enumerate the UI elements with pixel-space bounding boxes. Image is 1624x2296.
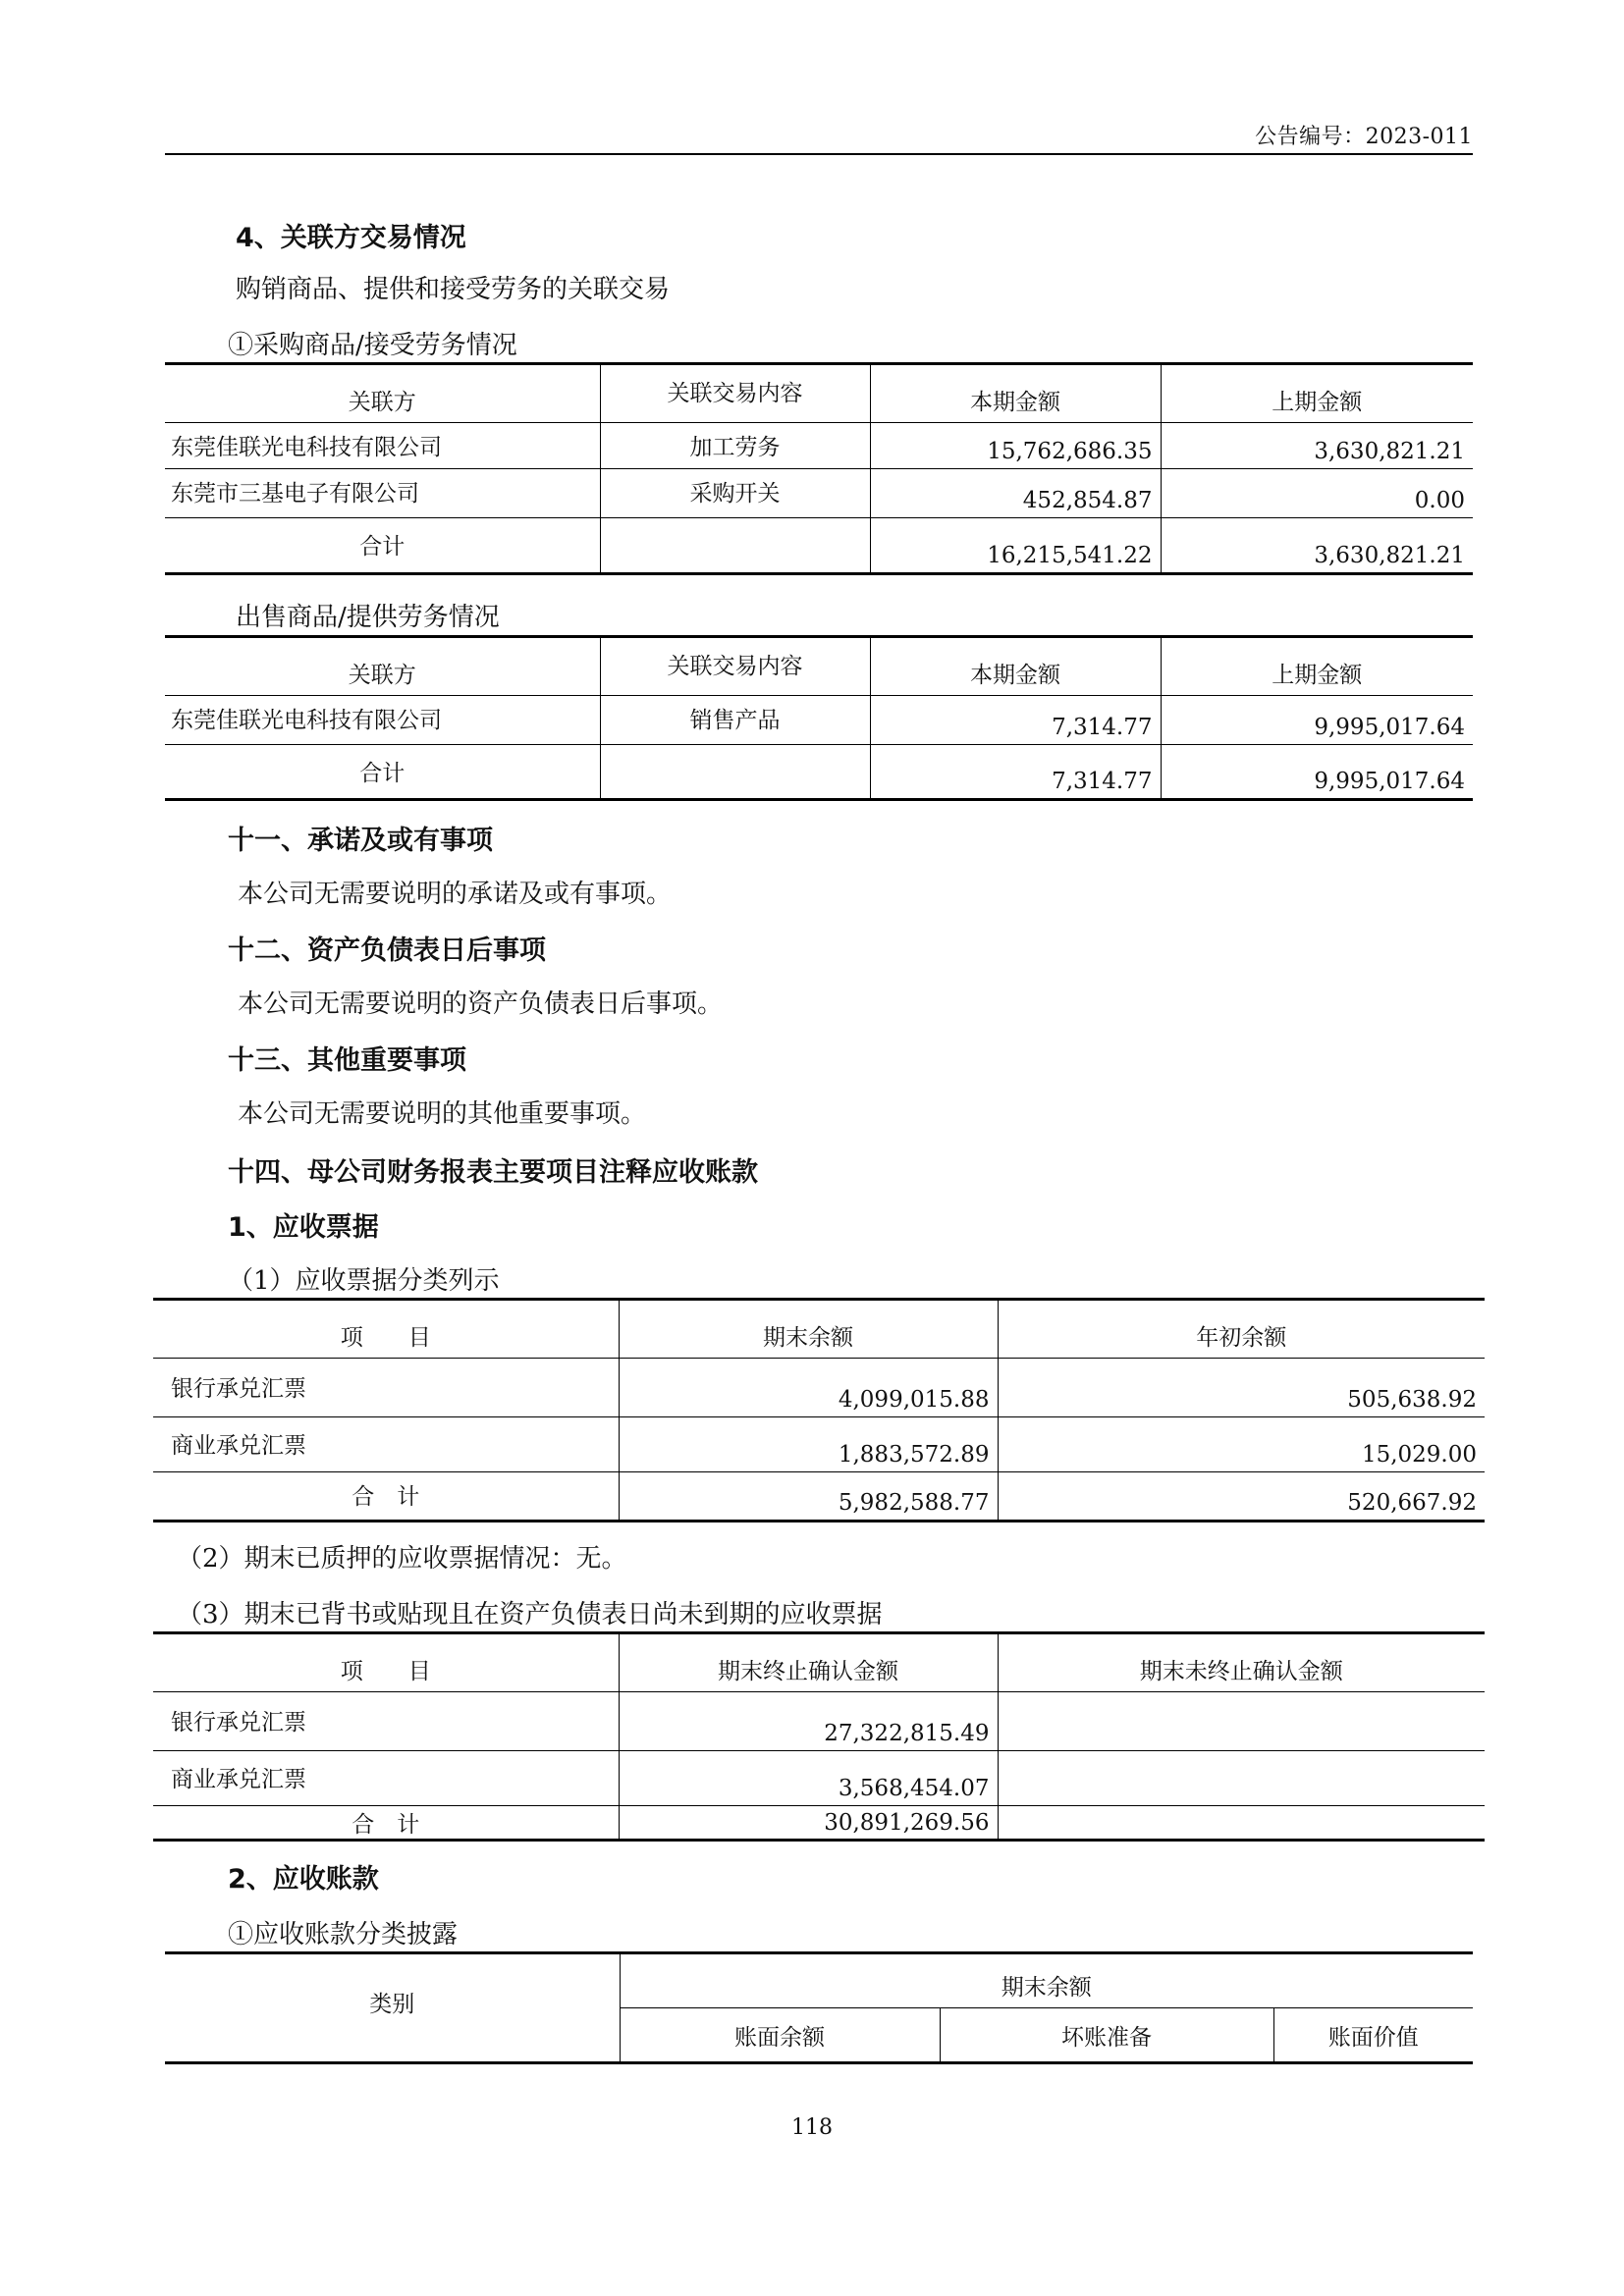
prior-amount: 9,995,017.64	[1161, 696, 1473, 745]
party-cell: 东莞佳联光电科技有限公司	[165, 423, 600, 469]
header-book-balance: 账面余额	[620, 2008, 940, 2063]
header-party: 关联方	[348, 663, 416, 688]
opening-balance: 15,029.00	[998, 1417, 1485, 1472]
header-content: 关联交易内容	[600, 637, 870, 696]
prior-amount: 0.00	[1161, 469, 1473, 518]
header-item: 项 目	[340, 1659, 431, 1684]
table-header-row	[153, 1300, 1485, 1359]
header-item: 项 目	[340, 1325, 431, 1351]
current-amount: 15,762,686.35	[870, 423, 1161, 469]
ending-balance: 4,099,015.88	[619, 1359, 998, 1417]
section-4-title: 4、关联方交易情况	[236, 223, 466, 253]
content-cell: 采购开关	[600, 469, 870, 518]
total-label: 合 计	[153, 1472, 619, 1522]
endorsed-notes-table	[153, 1631, 1485, 1842]
section-13-text: 本公司无需要说明的其他重要事项。	[238, 1099, 647, 1129]
item-cell: 商业承兑汇票	[153, 1417, 619, 1472]
notes-receivable-title: 1、应收票据	[228, 1212, 379, 1243]
header-book-value: 账面价值	[1273, 2008, 1473, 2063]
derecognized-amount: 27,322,815.49	[619, 1692, 998, 1751]
section-11-text: 本公司无需要说明的承诺及或有事项。	[238, 880, 673, 909]
pledged-notes-text: （2）期末已质押的应收票据情况：无。	[177, 1544, 627, 1574]
total-label: 合计	[165, 518, 600, 574]
ar-classification-table	[165, 1951, 1473, 2064]
opening-balance: 505,638.92	[998, 1359, 1485, 1417]
section-4-intro: 购销商品、提供和接受劳务的关联交易	[236, 275, 671, 304]
derecognized-amount: 3,568,454.07	[619, 1751, 998, 1806]
table-row	[165, 423, 1473, 469]
header-prior: 上期金额	[1161, 364, 1473, 423]
announcement-number: 公告编号：2023-011	[1255, 125, 1473, 149]
content-cell: 销售产品	[600, 696, 870, 745]
notes-table1-title: （1）应收票据分类列示	[228, 1266, 500, 1296]
ar-table-title: ①应收账款分类披露	[228, 1920, 459, 1949]
section-14-title: 十四、母公司财务报表主要项目注释应收账款	[228, 1157, 758, 1188]
item-cell: 商业承兑汇票	[153, 1751, 619, 1806]
page-number: 118	[791, 2115, 833, 2140]
ending-balance: 5,982,588.77	[619, 1472, 998, 1522]
table-row	[153, 1751, 1485, 1806]
header-ending-balance: 期末余额	[619, 1300, 998, 1359]
opening-balance: 520,667.92	[998, 1472, 1485, 1522]
section-12-text: 本公司无需要说明的资产负债表日后事项。	[238, 989, 724, 1019]
sale-table-title: 出售商品/提供劳务情况	[236, 603, 500, 632]
purchase-table	[165, 362, 1473, 575]
notes-classification-table	[153, 1298, 1485, 1522]
table-header-row	[165, 637, 1473, 696]
party-cell: 东莞佳联光电科技有限公司	[165, 696, 600, 745]
table-total-row	[165, 745, 1473, 800]
notes-table3-title: （3）期末已背书或贴现且在资产负债表日尚未到期的应收票据	[177, 1600, 883, 1629]
table-total-row	[153, 1472, 1485, 1522]
not-derecognized-amount	[998, 1806, 1485, 1841]
section-13-title: 十三、其他重要事项	[228, 1045, 466, 1076]
content-cell: 加工劳务	[600, 423, 870, 469]
purchase-table-title: ①采购商品/接受劳务情况	[228, 331, 517, 360]
table-header-row	[165, 364, 1473, 423]
item-cell: 银行承兑汇票	[153, 1692, 619, 1751]
content-cell	[600, 745, 870, 800]
total-label: 合 计	[153, 1806, 619, 1841]
table-total-row	[165, 518, 1473, 574]
ending-balance: 1,883,572.89	[619, 1417, 998, 1472]
header-content: 关联交易内容	[600, 364, 870, 423]
header-ending-balance: 期末余额	[620, 1953, 1473, 2008]
prior-amount: 3,630,821.21	[1161, 518, 1473, 574]
not-derecognized-amount	[998, 1751, 1485, 1806]
header-party: 关联方	[348, 390, 416, 415]
not-derecognized-amount	[998, 1692, 1485, 1751]
header-rule	[165, 153, 1473, 155]
header-current: 本期金额	[870, 637, 1161, 696]
table-row	[153, 1417, 1485, 1472]
current-amount: 7,314.77	[870, 696, 1161, 745]
header-not-derecognized: 期末未终止确认金额	[998, 1633, 1485, 1692]
header-bad-debt: 坏账准备	[940, 2008, 1273, 2063]
header-prior: 上期金额	[1161, 637, 1473, 696]
header-current: 本期金额	[870, 364, 1161, 423]
sale-table	[165, 635, 1473, 801]
header-opening-balance: 年初余额	[998, 1300, 1485, 1359]
table-row	[165, 696, 1473, 745]
table-row	[153, 1359, 1485, 1417]
party-cell: 东莞市三基电子有限公司	[165, 469, 600, 518]
table-total-row	[153, 1806, 1485, 1841]
table-header-row	[165, 1953, 1473, 2008]
prior-amount: 9,995,017.64	[1161, 745, 1473, 800]
item-cell: 银行承兑汇票	[153, 1359, 619, 1417]
current-amount: 7,314.77	[870, 745, 1161, 800]
section-12-title: 十二、资产负债表日后事项	[228, 935, 546, 966]
current-amount: 452,854.87	[870, 469, 1161, 518]
header-derecognized: 期末终止确认金额	[619, 1633, 998, 1692]
table-row	[153, 1692, 1485, 1751]
total-label: 合计	[165, 745, 600, 800]
table-row	[165, 469, 1473, 518]
accounts-receivable-title: 2、应收账款	[228, 1864, 379, 1895]
section-11-title: 十一、承诺及或有事项	[228, 826, 493, 856]
derecognized-amount: 30,891,269.56	[619, 1806, 998, 1841]
header-category: 类别	[369, 1992, 415, 2017]
current-amount: 16,215,541.22	[870, 518, 1161, 574]
content-cell	[600, 518, 870, 574]
prior-amount: 3,630,821.21	[1161, 423, 1473, 469]
table-header-row	[153, 1633, 1485, 1692]
